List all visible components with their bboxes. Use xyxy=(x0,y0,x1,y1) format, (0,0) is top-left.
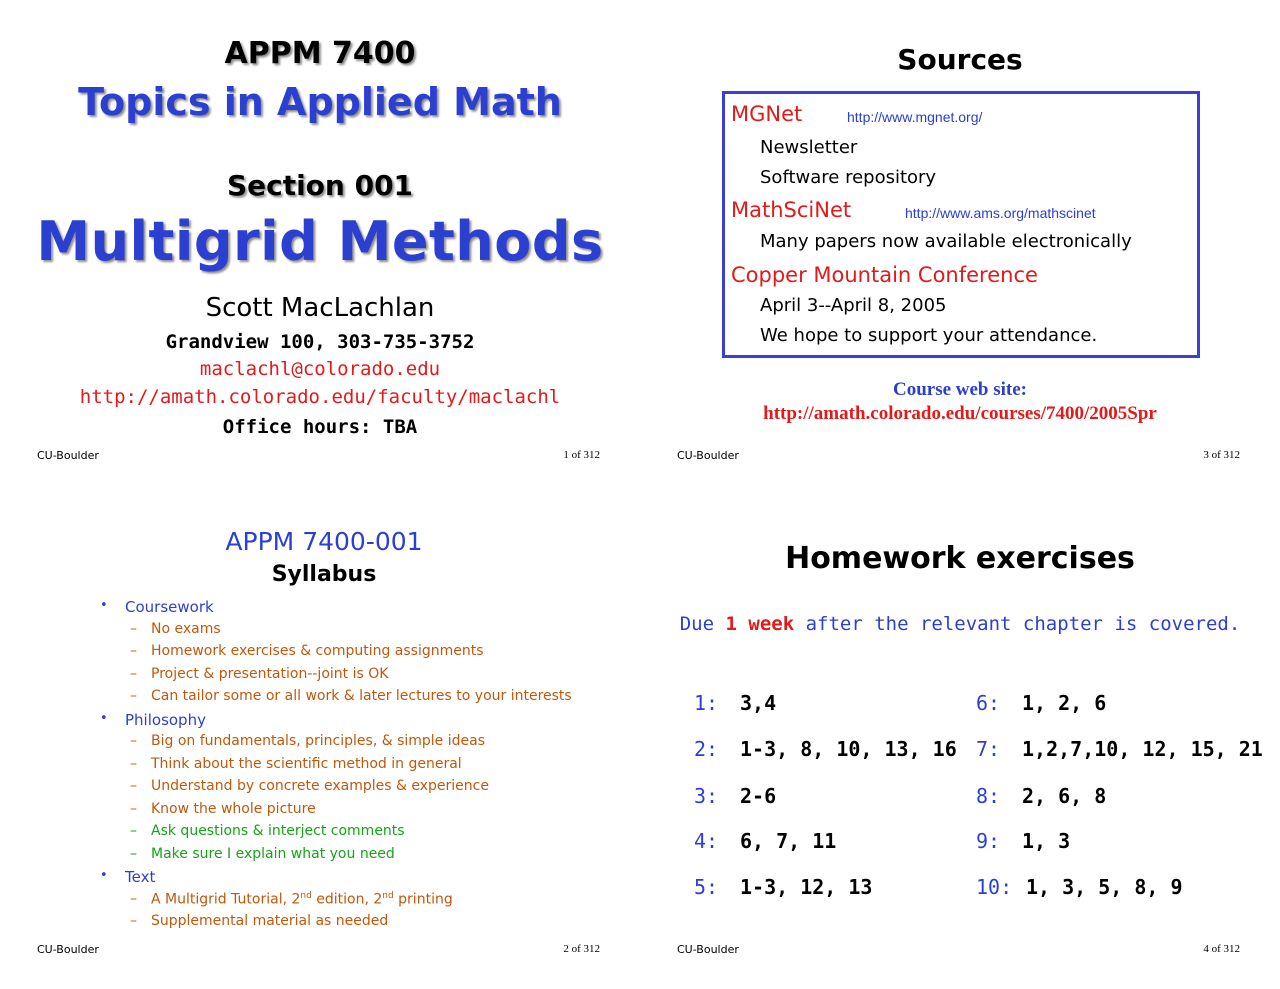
list-item: – Ask questions & interject comments xyxy=(130,823,405,839)
papers-item: Many papers now available electronically xyxy=(760,231,1132,252)
syllabus-course-title: APPM 7400-001 xyxy=(225,527,423,556)
footer-org: CU-Boulder xyxy=(37,449,99,462)
due-note: Due 1 week after the relevant chapter is covered. xyxy=(679,613,1241,635)
footer-org: CU-Boulder xyxy=(677,943,739,956)
course-topics: Topics in Applied Math xyxy=(78,80,562,124)
list-item: – A Multigrid Tutorial, 2nd edition, 2nd printing xyxy=(130,890,453,908)
course-web-label: Course web site: xyxy=(892,379,1028,400)
list-item: – Understand by concrete examples & experience xyxy=(130,778,489,794)
list-item: – No exams xyxy=(130,620,221,637)
list-item: • Text xyxy=(100,868,156,886)
newsletter-item: Newsletter xyxy=(760,137,858,158)
section-label: Section 001 xyxy=(226,169,414,202)
mgnet-link[interactable]: http://www.mgnet.org/ xyxy=(847,109,983,125)
syllabus-heading: Syllabus xyxy=(271,562,377,587)
software-item: Software repository xyxy=(760,167,937,188)
office-hours: Office hours: TBA xyxy=(222,416,418,438)
list-item: – Project & presentation--joint is OK xyxy=(130,665,389,682)
dates-item: April 3--April 8, 2005 xyxy=(760,295,947,316)
instructor-name: Scott MacLachlan xyxy=(205,293,435,323)
support-item: We hope to support your attendance. xyxy=(760,325,1098,346)
list-item: – Know the whole picture xyxy=(130,800,316,817)
list-item: – Supplemental material as needed xyxy=(130,913,389,929)
list-item: – Can tailor some or all work & later lectures to your interests xyxy=(130,688,572,704)
list-item: • Philosophy xyxy=(100,710,206,729)
list-item: – Think about the scientific method in general xyxy=(130,755,462,772)
sources-title: Sources xyxy=(897,43,1023,76)
slide-1 xyxy=(0,0,640,494)
syllabus-list xyxy=(100,598,620,936)
course-number: APPM 7400 xyxy=(224,36,416,71)
page-number: 1 of 312 xyxy=(563,449,600,461)
slide-3 xyxy=(640,0,1280,494)
page-number: 3 of 312 xyxy=(1203,449,1240,461)
course-title: Multigrid Methods xyxy=(36,210,604,273)
instructor-contact: Grandview 100, 303-735-3752 xyxy=(165,331,475,353)
homework-title: Homework exercises xyxy=(785,541,1135,576)
page-number: 2 of 312 xyxy=(563,943,600,955)
mathscinet-heading: MathSciNet xyxy=(731,198,852,222)
list-item: – Homework exercises & computing assignments xyxy=(130,643,484,659)
footer-org: CU-Boulder xyxy=(37,943,99,956)
bullet-icon: • xyxy=(100,868,108,883)
instructor-email-link[interactable]: maclachl@colorado.edu xyxy=(199,358,441,380)
list-item: – Big on fundamentals, principles, & simple ideas xyxy=(130,733,486,749)
instructor-url-link[interactable]: http://amath.colorado.edu/faculty/maclachl xyxy=(79,386,561,408)
page-number: 4 of 312 xyxy=(1203,943,1240,955)
course-web-link[interactable]: http://amath.colorado.edu/courses/7400/2005Spr xyxy=(763,403,1157,424)
mgnet-heading: MGNet xyxy=(731,102,803,126)
slide-4: Homework exercises Due 1 week after the relevant chapter is covered. 1: 3,4 2: 1-3, 8, 10, 13, 16 3: 2-6 4: 6, 7, 11 5: 1-3, 12, 13 6: 1, 2, 6 7: 1,2,7,10, 12, 15, 21 8: 2, 6, 8 9: 1, 3 10: 1, 3, 5, 8, 9 CU-Boulder 4 of 312 xyxy=(640,494,1280,988)
copper-heading: Copper Mountain Conference xyxy=(731,263,1038,287)
mathscinet-link[interactable]: http://www.ams.org/mathscinet xyxy=(905,205,1096,221)
list-item: – Make sure I explain what you need xyxy=(130,845,395,862)
slide-2 xyxy=(0,494,640,988)
footer-org: CU-Boulder xyxy=(677,449,739,462)
bullet-icon: • xyxy=(100,598,108,613)
bullet-icon: • xyxy=(100,710,108,726)
sources-box xyxy=(722,91,1200,358)
list-item: • Coursework xyxy=(100,598,214,616)
